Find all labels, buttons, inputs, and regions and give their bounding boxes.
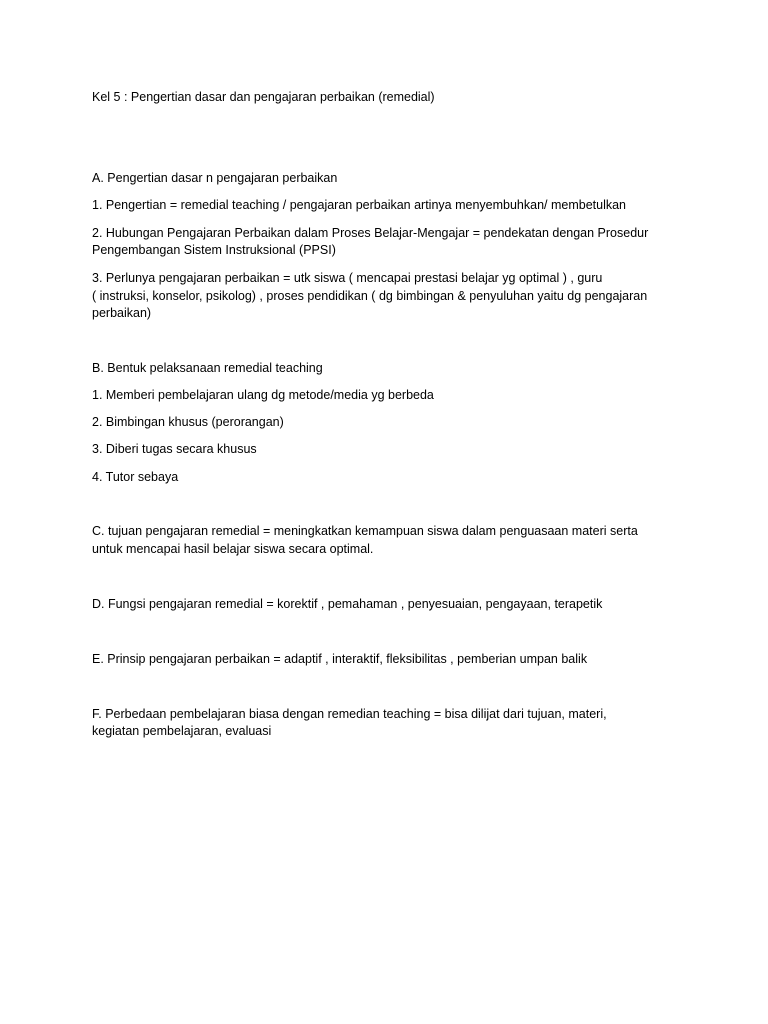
section-d-line-1: D. Fungsi pengajaran remedial = korektif , pemahaman , penyesuaian, pengayaan, terapetik — [92, 597, 603, 611]
section-f-line-1: F. Perbedaan pembelajaran biasa dengan remedian teaching = bisa dilijat dari tujuan, materi, — [92, 707, 607, 721]
section-b-item-3: 3. Diberi tugas secara khusus — [92, 442, 257, 456]
section-b-item-2: 2. Bimbingan khusus (perorangan) — [92, 415, 284, 429]
section-a-item-3-line-1: 3. Perlunya pengajaran perbaikan = utk siswa ( mencapai prestasi belajar yg optimal ) , guru — [92, 271, 603, 285]
section-a-item-2-line-1: 2. Hubungan Pengajaran Perbaikan dalam Proses Belajar-Mengajar = pendekatan dengan Prosedur — [92, 226, 649, 240]
section-b-item-4: 4. Tutor sebaya — [92, 470, 179, 484]
section-a-item-1: 1. Pengertian = remedial teaching / pengajaran perbaikan artinya menyembuhkan/ membetulkan — [92, 198, 627, 212]
section-a-heading: A. Pengertian dasar n pengajaran perbaikan — [92, 171, 338, 185]
section-b-item-1: 1. Memberi pembelajaran ulang dg metode/media yg berbeda — [92, 388, 434, 402]
section-c-line-1: C. tujuan pengajaran remedial = meningkatkan kemampuan siswa dalam penguasaan materi serta — [92, 524, 638, 538]
section-c-line-2: untuk mencapai hasil belajar siswa secara optimal. — [92, 542, 374, 556]
section-a-item-3-line-2: ( instruksi, konselor, psikolog) , proses pendidikan ( dg bimbingan & penyuluhan yaitu dg pengajaran — [92, 289, 648, 303]
section-e-line-1: E. Prinsip pengajaran perbaikan = adaptif , interaktif, fleksibilitas , pemberian umpan balik — [92, 652, 588, 666]
document-title: Kel 5 : Pengertian dasar dan pengajaran perbaikan (remedial) — [92, 90, 435, 104]
section-b-heading: B. Bentuk pelaksanaan remedial teaching — [92, 361, 323, 375]
section-f-line-2: kegiatan pembelajaran, evaluasi — [92, 724, 272, 738]
section-a-item-2-line-2: Pengembangan Sistem Instruksional (PPSI) — [92, 243, 336, 257]
section-a-item-3-line-3: perbaikan) — [92, 306, 152, 320]
